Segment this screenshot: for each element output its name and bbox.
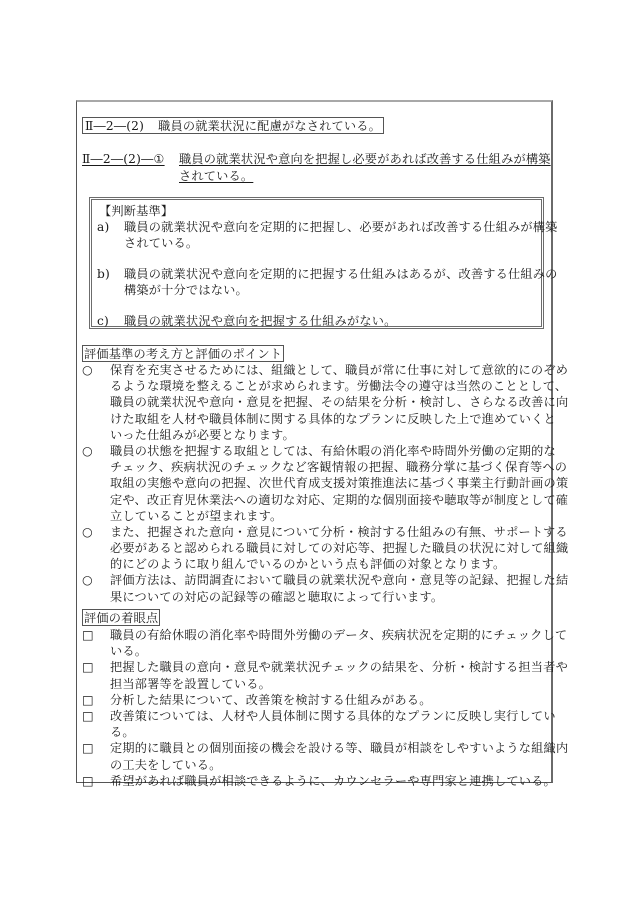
criteria-line: 職員の就業状況や意向を把握する仕組みがない。	[124, 314, 397, 328]
approach-line: 定や、改正育児休業法への適切な対応、定期的な個別面接や聴取等が制度として確	[110, 492, 569, 507]
criteria-label: b)	[97, 267, 110, 281]
item-heading	[82, 151, 551, 185]
circle-bullet-icon: ○	[82, 573, 93, 588]
approach-line: けた取組を人材や職員体制に関する具体的なプランに反映した上で進めていくと	[110, 411, 556, 426]
focus-line: る。	[110, 725, 135, 740]
approach-line: 保育を充実させるためには、組織として、職員が常に仕事に対して意欲的にのぞめ	[110, 363, 569, 377]
focus-line: 把握した職員の意向・意見や就業状況チェックの結果を、分析・検討する担当者や	[110, 660, 568, 675]
focus-line: 希望があれば職員が相談できるように、カウンセラーや専門家と連携している。	[110, 773, 556, 788]
focus-item	[82, 740, 569, 772]
approach-line: 職員の就業状況や意向・意見を把握、その結果を分析・検討し、さらなる改善に向	[110, 395, 569, 410]
focus-line: 担当部署等を設置している。	[110, 676, 272, 691]
focus-item	[82, 627, 568, 659]
focus-line: いる。	[110, 644, 148, 659]
checkbox-icon[interactable]: □	[82, 628, 94, 642]
approach-line: 立していることが望まれます。	[110, 508, 283, 523]
approach-item	[82, 572, 569, 604]
focus-line: 改善策については、人材や人員体制に関する具体的なプランに反映し実行してい	[110, 708, 556, 723]
approach-line: 的にどのように取り組んでいるのかという点も評価の対象となります。	[110, 557, 506, 572]
criteria-item-b	[97, 266, 558, 298]
circle-bullet-icon: ○	[82, 443, 93, 458]
approach-heading: 評価基準の考え方と評価のポイント	[84, 347, 283, 361]
approach-list	[82, 362, 569, 605]
item-title-line-1: 職員の就業状況や意向を把握し必要があれば改善する仕組みが構築	[179, 152, 551, 166]
section-title: 職員の就業状況に配慮がなされている。	[158, 119, 382, 133]
criteria-line: 構築が十分ではない。	[124, 283, 248, 297]
circle-bullet-icon: ○	[82, 363, 93, 377]
focus-heading: 評価の着眼点	[84, 611, 159, 625]
approach-line: 取組の実態や意向の把握、次世代育成支援対策推進法に基づく事業主行動計画の策	[110, 476, 569, 491]
focus-item	[82, 692, 552, 708]
focus-item	[82, 659, 568, 691]
focus-line: 分析した結果について、改善策を検討する仕組みがある。	[110, 692, 432, 707]
criteria-box	[89, 197, 558, 329]
checkbox-icon[interactable]: □	[82, 708, 94, 723]
checkbox-icon[interactable]: □	[82, 660, 94, 675]
criteria-item-c	[97, 313, 535, 329]
approach-line: 評価方法は、訪問調査において職員の就業状況や意向・意見等の記録、把握した結	[110, 573, 569, 588]
approach-line: るような環境を整えることが求められます。労働法令の遵守は当然のこととして、	[110, 379, 568, 394]
section-heading	[82, 117, 384, 134]
criteria-line: 職員の就業状況や意向を定期的に把握し、必要があれば改善する仕組みが構築	[124, 220, 558, 234]
approach-line: チェック、疾病状況のチェックなど客観情報の把握、職務分掌に基づく保育等への	[110, 460, 568, 475]
checkbox-icon[interactable]: □	[82, 773, 94, 788]
focus-line: 職員の有給休暇の消化率や時間外労働のデータ、疾病状況を定期的にチェックして	[110, 628, 568, 642]
criteria-item-a	[97, 219, 558, 251]
item-code: Ⅱ―2―(2)―①	[82, 152, 165, 166]
checkbox-icon[interactable]: □	[82, 692, 94, 707]
criteria-line: 職員の就業状況や意向を定期的に把握する仕組みはあるが、改善する仕組みの	[124, 267, 558, 281]
criteria-label: a)	[97, 220, 110, 234]
criteria-title: 【判断基準】	[99, 204, 174, 218]
criteria-line: されている。	[124, 236, 199, 250]
criteria-label: c)	[97, 314, 109, 328]
approach-item	[82, 443, 569, 524]
focus-item	[82, 708, 556, 740]
section-code: Ⅱ―2―(2)	[85, 119, 145, 133]
approach-line: いった仕組みが必要となります。	[110, 427, 295, 442]
focus-item	[82, 773, 556, 789]
focus-line: の工夫をしている。	[110, 757, 222, 772]
checkbox-icon[interactable]: □	[82, 741, 94, 756]
item-title-line-2: されている。	[179, 169, 254, 183]
focus-checklist	[82, 627, 569, 789]
approach-line: 果についての対応の記録等の確認と聴取によって行います。	[110, 589, 444, 604]
approach-item	[82, 524, 569, 573]
approach-item	[82, 362, 569, 443]
approach-line: 必要があると認められる職員に対しての対応等、把握した職員の状況に対して組織	[110, 541, 569, 556]
approach-line: 職員の状態を把握する取組としては、有給休暇の消化率や時間外労働の定期的な	[110, 443, 556, 458]
circle-bullet-icon: ○	[82, 524, 93, 539]
approach-line: また、把握された意向・意見について分析・検討する仕組みの有無、サポートする	[110, 524, 568, 539]
focus-line: 定期的に職員との個別面接の機会を設ける等、職員が相談をしやすいような組織内	[110, 741, 569, 756]
